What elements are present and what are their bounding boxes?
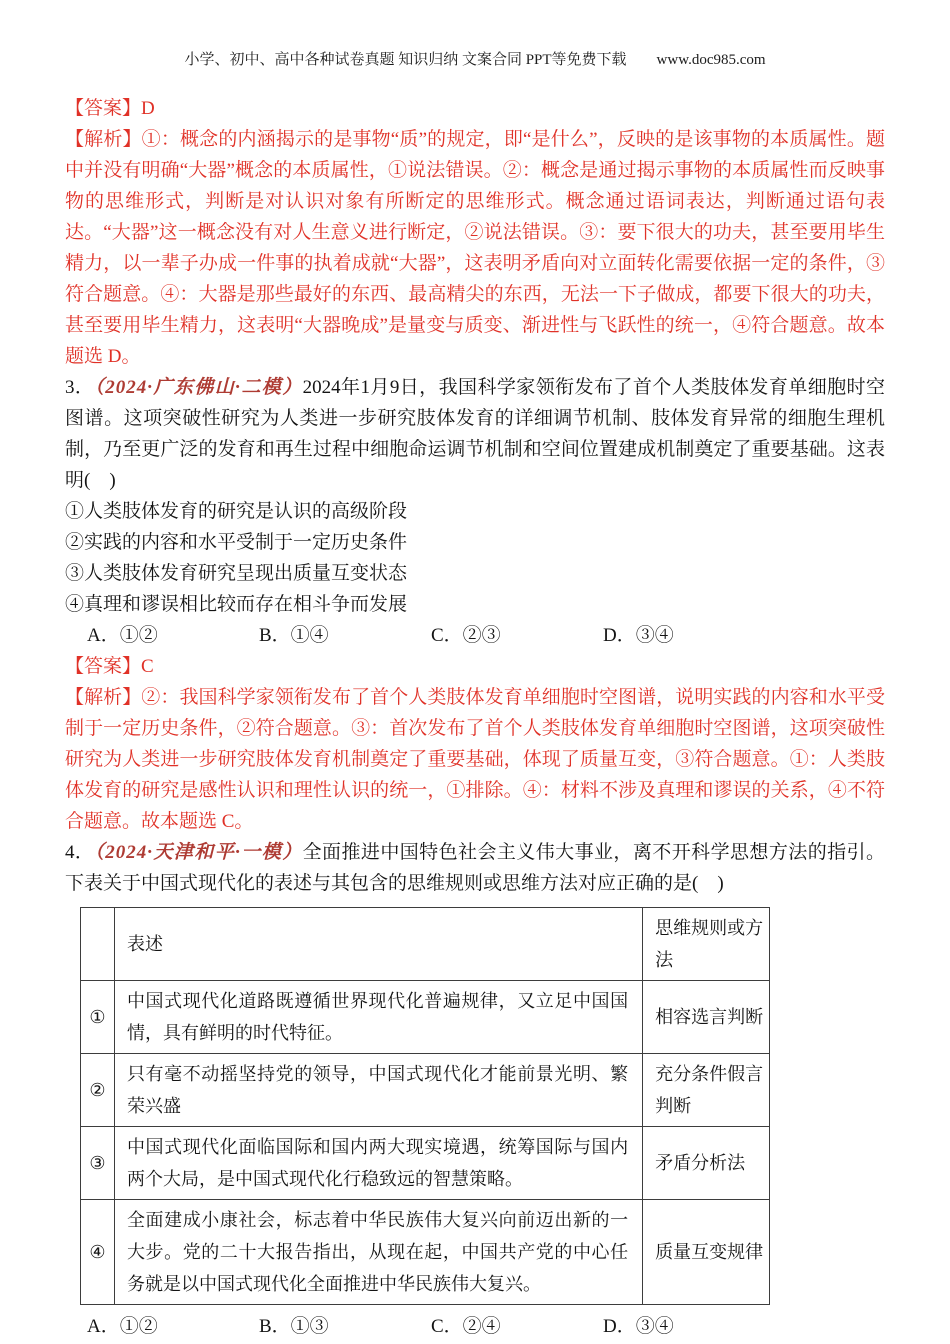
table-row xyxy=(81,1200,770,1305)
row-method-cell: 相容选言判断 xyxy=(643,981,770,1054)
q3-option-c: C．②③ xyxy=(431,625,501,646)
answer-label: 【答案】 xyxy=(65,656,142,677)
q3-item-1: ①人类肢体发育的研究是认识的高级阶段 xyxy=(65,501,408,522)
q3-item-2: ②实践的内容和水平受制于一定历史条件 xyxy=(65,532,408,553)
row-method-cell: 矛盾分析法 xyxy=(643,1127,770,1200)
q4-comparison-table xyxy=(80,907,770,1305)
q4-option-a: A．①② xyxy=(87,1316,158,1337)
q3-analysis-text: ②：我国科学家领衔发布了首个人类肢体发育单细胞时空图谱，说明实践的内容和水平受制于一定历史条件，②符合题意。③：首次发布了首个人类肢体发育单细胞时空图谱，这项突破性研究为人类进一步研究肢体发育机制奠定了重要基础，体现了质量互变，③符合题意。①：人类肢体发育的研究是感性认识和理性认识的统一，①排除。④：材料不涉及真理和谬误的关系，④不符合题意。故本题选 C。 xyxy=(65,687,885,832)
row-number-cell: ② xyxy=(81,1054,115,1127)
q4-source-citation: （2024·天津和平·一模） xyxy=(94,842,303,863)
row-number-cell: ③ xyxy=(81,1127,115,1200)
q4-option-c: C．②④ xyxy=(431,1316,501,1337)
q2-answer-value: D xyxy=(141,98,155,119)
q4-options-row xyxy=(65,1311,885,1342)
q3-answer-line xyxy=(65,651,885,682)
answer-label: 【答案】 xyxy=(65,98,142,119)
q2-analysis-text: ①：概念的内涵揭示的是事物“质”的规定，即“是什么”，反映的是该事物的本质属性。题中并没有明确“大器”概念的本质属性，①说法错误。②：概念是通过揭示事物的本质属性而反映事物的思维形式，判断是对认识对象有所断定的思维形式。概念通过语词表达，判断通过语句表达。“大器”这一概念没有对人生意义进行断定，②说法错误。③：要下很大的功夫，甚至要用毕生精力，以一辈子办成一件事的执着成就“大器”，这表明矛盾向对立面转化需要依据一定的条件，③符合题意。④：大器是那些最好的东西、最高精尖的东西，无法一下子做成，都要下很大的功夫，甚至要用毕生精力，这表明“大器晚成”是量变与质变、渐进性与飞跃性的统一，④符合题意。故本题选 D。 xyxy=(65,129,885,367)
table-header-row xyxy=(81,908,770,981)
row-method-cell: 质量互变规律 xyxy=(643,1200,770,1305)
q2-answer-line xyxy=(65,93,885,124)
header-cell-statement: 表述 xyxy=(114,908,642,981)
row-statement-cell: 中国式现代化道路既遵循世界现代化普遍规律，又立足中国国情，具有鲜明的时代特征。 xyxy=(114,981,642,1054)
header-promo-text: 小学、初中、高中各种试卷真题 知识归纳 文案合同 PPT等免费下载 xyxy=(184,52,627,68)
q3-option-d: D．③④ xyxy=(603,625,674,646)
row-statement-cell: 只有毫不动摇坚持党的领导，中国式现代化才能前景光明、繁荣兴盛 xyxy=(114,1054,642,1127)
row-number-cell: ① xyxy=(81,981,115,1054)
analysis-label: 【解析】 xyxy=(65,129,142,150)
q3-stem-paragraph xyxy=(65,372,885,496)
q3-analysis-paragraph xyxy=(65,682,885,837)
q3-options-row xyxy=(65,620,885,651)
table-row xyxy=(81,1054,770,1127)
q3-answer-value: C xyxy=(141,656,154,677)
q3-number: 3． xyxy=(65,377,95,398)
document-body xyxy=(65,93,885,1342)
table-row xyxy=(81,981,770,1054)
row-number-cell: ④ xyxy=(81,1200,115,1305)
q3-source-citation: （2024·广东佛山·二模） xyxy=(94,377,303,398)
row-statement-cell: 全面建成小康社会，标志着中华民族伟大复兴向前迈出新的一大步。党的二十大报告指出，从现在起，中国共产党的中心任务就是以中国式现代化全面推进中华民族伟大复兴。 xyxy=(114,1200,642,1305)
table-row xyxy=(81,1127,770,1200)
q4-stem-text: 全面推进中国特色社会主义伟大事业，离不开科学思想方法的指引。下表关于中国式现代化的表述与其包含的思维规则或思维方法对应正确的是( ) xyxy=(65,842,885,894)
site-header xyxy=(0,0,950,69)
q3-item-4: ④真理和谬误相比较而存在相斗争而发展 xyxy=(65,594,408,615)
row-method-cell: 充分条件假言判断 xyxy=(643,1054,770,1127)
q3-option-a: A．①② xyxy=(87,625,158,646)
q3-item-3: ③人类肢体发育研究呈现出质量互变状态 xyxy=(65,563,408,584)
q3-stem-text: 2024年1月9日，我国科学家领衔发布了首个人类肢体发育单细胞时空图谱。这项突破性研究为人类进一步研究肢体发育的详细调节机制、肢体发育异常的细胞生理机制，乃至更广泛的发育和再生过程中细胞命运调节机制和空间位置建成机制奠定了重要基础。这表明( ) xyxy=(65,377,885,491)
header-cell-method: 思维规则或方法 xyxy=(643,908,770,981)
q2-analysis-paragraph xyxy=(65,124,885,372)
q4-option-d: D．③④ xyxy=(603,1316,674,1337)
q4-stem-paragraph xyxy=(65,837,885,899)
q4-option-b: B．①③ xyxy=(259,1316,329,1337)
q3-option-b: B．①④ xyxy=(259,625,329,646)
row-statement-cell: 中国式现代化面临国际和国内两大现实境遇，统筹国际与国内两个大局，是中国式现代化行稳致远的智慧策略。 xyxy=(114,1127,642,1200)
header-cell-blank xyxy=(81,908,115,981)
site-url-link[interactable]: www.doc985.com xyxy=(656,52,766,68)
analysis-label: 【解析】 xyxy=(65,687,142,708)
q4-number: 4． xyxy=(65,842,95,863)
